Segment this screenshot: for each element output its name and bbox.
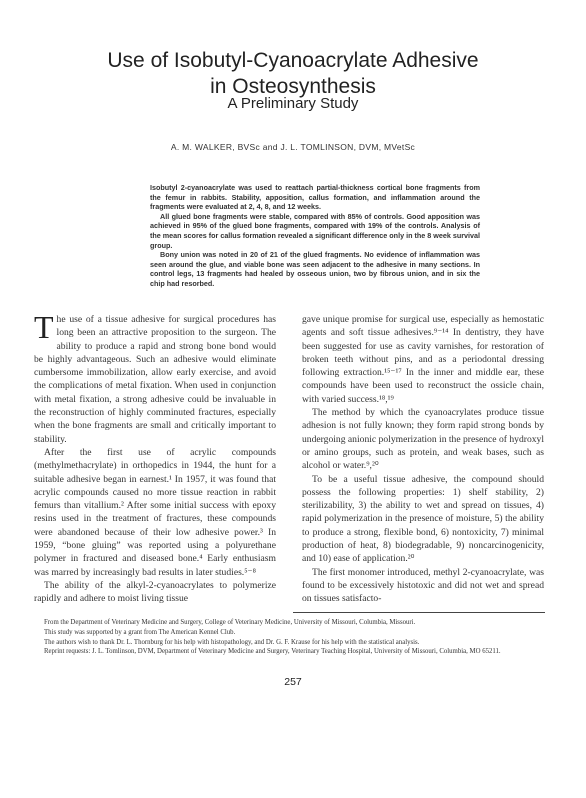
drop-cap: T: [34, 309, 54, 345]
body-column-right: [302, 313, 544, 606]
body-paragraph: [34, 309, 276, 446]
body-paragraph-text: he use of a tissue adhesive for surgical procedures has long been an attractive proposition to the surgeon. The ability to produce a rapid and strong bone bond would be highly advantageous. Such an adhesive would eliminate cumbersome immobilization, allow early exercise, and avoid the complications of metal fixation. When used in conjunction with metal fixation, a strong adhesive could be invaluable in the reconstruction of highly comminuted fractures, especially when the bone fragments are small and critically important to stability.: [34, 314, 276, 445]
body-paragraph: After the first use of acrylic compounds (methylmethacrylate) in orthopedics in 1944, the hunt for a suitable adhesive began in earnest.¹ In 1957, it was found that acrylic compounds caused no more tissue reaction in rabbit femurs than vitallium.² After some initial success with epoxy resins used in the treatment of fractures, these compounds were abandoned because of their low adhesive power.³ In 1959, “bone gluing” was reported using a polyurethane polymer in fractured and diseased bone.⁴ Early enthusiasm was marred by increasingly bad results in later studies.⁵⁻⁸: [34, 446, 276, 578]
article-title: [0, 48, 586, 100]
body-paragraph: To be a useful tissue adhesive, the compound should possess the following properties: 1) shelf stability, 2) sterilizability, 3) the ability to wet and spread on tissues, 4) rapid polymerization in the presence of moisture, 5) the ability to produce a strong, flexible bond, 6) nontoxicity, 7) minimal production of heat, 8) biodegradable, 9) noncarcinogenicity, and 10) ease of application.²⁰: [302, 473, 544, 565]
abstract-paragraph: Bony union was noted in 20 of 21 of the glued fragments. No evidence of inflammation was seen around the glue, and viable bone was seen adjacent to the adhesive in many sections. In control legs, 13 fragments had healed by osseous union, two by fibrous union, and in six the chip had resorbed.: [150, 250, 480, 288]
footnote: From the Department of Veterinary Medicine and Surgery, College of Veterinary Medicine, University of Missouri, Columbia, Missouri.: [44, 619, 416, 626]
footnote: This study was supported by a grant from The American Kennel Club.: [44, 628, 236, 636]
body-paragraph: The method by which the cyanoacrylates produce tissue adhesion is not fully known; they form rapid strong bonds by undergoing anionic polymerization in the presence of hydroxyl or amino groups, such as protein, and weak bases, such as alcohol or water.⁹,²⁰: [302, 407, 544, 472]
body-paragraph: The ability of the alkyl-2-cyanoacrylates to polymerize rapidly and adhere to moist living tissue: [34, 579, 276, 605]
footnote-divider: [293, 612, 545, 613]
abstract-paragraph: Isobutyl 2-cyanoacrylate was used to reattach partial-thickness cortical bone fragments from the femur in rabbits. Stability, apposition, callus formation, and inflammation around the fragments were evaluated at 2, 4, 8, and 12 weeks.: [150, 183, 480, 212]
body-paragraph: The first monomer introduced, methyl 2-cyanoacrylate, was found to be excessively histotoxic and did not wet and spread on tissues satisfacto-: [302, 566, 544, 605]
page-number: 257: [284, 676, 302, 688]
footnote: The authors wish to thank Dr. L. Thornburg for his help with histopathology, and Dr. G. F. Krause for his help with the statistical analysis.: [44, 638, 420, 646]
body-paragraph: gave unique promise for surgical use, especially as hemostatic agents and soft tissue adhesives.⁹⁻¹⁴ In dentistry, they have been suggested for use as cavity varnishes, for restoration of broken teeth without pins, and as a periodontal dressing following extraction.¹⁵⁻¹⁷ In the inner and middle ear, these compounds have been used to reconstruct the ossicle chain, with varied success.¹⁸,¹⁹: [302, 314, 544, 405]
abstract: [150, 183, 480, 289]
title-line-2: in Osteosynthesis: [210, 75, 376, 98]
title-line-1: Use of Isobutyl-Cyanoacrylate Adhesive: [107, 49, 479, 72]
body-column-left: [34, 309, 276, 606]
author-line: A. M. WALKER, BVSc and J. L. TOMLINSON, DVM, MVetSc: [170, 142, 416, 152]
abstract-paragraph: All glued bone fragments were stable, compared with 85% of controls. Good apposition was achieved in 95% of the glued bone fragments, compared with 19% of the controls. Analysis of the mean scores for callus formation revealed a significant difference only in the 8 week survival group.: [150, 211, 480, 250]
footnote: Reprint requests: J. L. Tomlinson, DVM, Department of Veterinary Medicine and Surgery, Veterinary Teaching Hospital, University of Missouri, Columbia, MO 65211.: [44, 648, 501, 656]
footnotes: [34, 618, 544, 657]
article-subtitle: A Preliminary Study: [227, 95, 359, 112]
